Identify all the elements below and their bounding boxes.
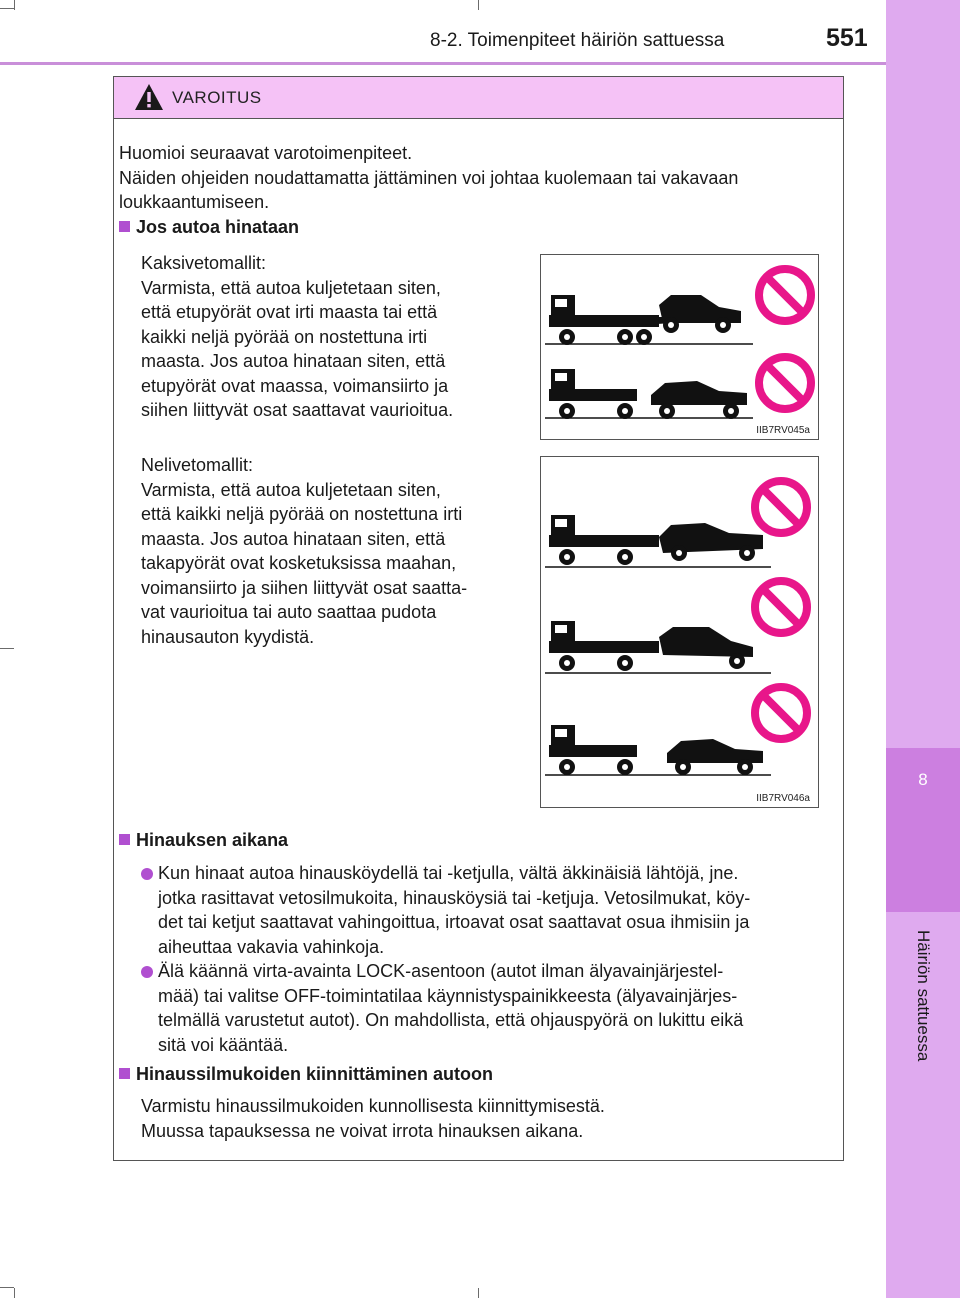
attaching-heading: Hinaussilmukoiden kiinnittäminen autoon <box>119 1062 493 1087</box>
tow-scene-front-lifted <box>545 295 753 345</box>
two-wheel-title: Kaksivetomallit: <box>141 253 267 273</box>
four-wheel-drive-text: Nelivetomallit: Varmista, että autoa kuljetetaan siten, että kaikki neljä pyörää on nostettuna irti maasta. Jos autoa hinataan siten, että takapyörät ovat kosketuksissa maahan, voimansiirto ja siihen liittyvät osat saatta- vat vaurioitua tai auto saattaa pudota hinausauton kyydistä. <box>141 453 516 649</box>
tow-scene-on-ground <box>545 725 771 775</box>
crop-mark <box>0 648 14 649</box>
prohibited-icon <box>755 581 807 633</box>
chapter-label <box>886 930 960 1080</box>
figure-code: IIB7RV045a <box>756 425 810 436</box>
during-towing-heading: Hinauksen aikana <box>119 828 288 853</box>
intro-line: loukkaantumiseen. <box>119 192 270 212</box>
bullet-sudden-starts: Kun hinaat autoa hinausköydellä tai -ketjulla, vältä äkkinäisiä lähtöjä, jne. jotka rasittavat vetosilmukoita, hinausköysiä tai -ketjuja. Vetosilmukat, köy- det tai ketjut saattavat vahingoittua, irtoavat osat saattavat osua ihmisiin ja aiheuttaa vakavia vahinkoja. <box>158 863 751 957</box>
crop-mark <box>14 1288 15 1298</box>
warning-triangle-icon <box>134 83 164 111</box>
towing-illustration <box>541 255 820 441</box>
crop-mark <box>14 0 15 10</box>
section-title: 8-2. Toimenpiteet häiriön sattuessa <box>430 30 725 51</box>
prohibited-icon <box>755 481 807 533</box>
page-number: 551 <box>826 24 868 52</box>
header-rule <box>0 62 886 65</box>
crop-mark <box>478 0 479 10</box>
intro-line: Näiden ohjeiden noudattamatta jättäminen voi johtaa kuolemaan tai vakavaan <box>119 167 739 188</box>
bullet-lock-position: Älä käännä virta-avainta LOCK-asentoon (autot ilman älyavainjärjestel- mää) tai valitse OFF-toimintatilaa käynnistyspainikkeesta (älyavainjärjes- telmällä varustetut autot). On mahdollista, että ohjauspyörä on lukittu eikä sitä voi kääntää. <box>158 961 744 1055</box>
figure-two-wheel-drive-towing <box>540 254 819 440</box>
tow-scene-front-on-ground <box>545 369 753 419</box>
figure-code: IIB7RV046a <box>756 793 810 804</box>
warning-title: VAROITUS <box>172 88 262 107</box>
towing-illustration <box>541 457 820 809</box>
round-bullet-icon <box>141 868 153 880</box>
square-bullet-icon <box>119 1068 130 1079</box>
round-bullet-icon <box>141 966 153 978</box>
crop-mark <box>478 1288 479 1298</box>
prohibited-icon <box>759 357 811 409</box>
chapter-title: Häiriön sattuessa <box>914 930 933 1062</box>
chapter-number: 8 <box>918 770 928 789</box>
attaching-text: Varmistu hinaussilmukoiden kunnollisesta kiinnittymisestä. Muussa tapauksessa ne voivat irrota hinauksen aikana. <box>141 1096 605 1141</box>
prohibited-icon <box>755 687 807 739</box>
warning-header <box>114 77 843 119</box>
crop-mark <box>0 1287 14 1288</box>
towing-heading: Jos autoa hinataan <box>119 215 299 240</box>
chapter-side-tab <box>886 0 960 1298</box>
square-bullet-icon <box>119 221 130 232</box>
tow-scene-front-lifted <box>545 621 771 673</box>
tow-scene-rear-lifted <box>545 515 771 567</box>
square-bullet-icon <box>119 834 130 845</box>
four-wheel-title: Nelivetomallit: <box>141 455 254 475</box>
two-wheel-drive-text: Kaksivetomallit: Varmista, että autoa kuljetetaan siten, että etupyörät ovat irti maasta tai että kaikki neljä pyörää on nostettuna irti maasta. Jos autoa hinataan siten, että etupyörät ovat maassa, voimansiirto ja siihen liittyvät osat saattavat vaurioitua. <box>141 251 516 423</box>
intro-line: Huomioi seuraavat varotoimenpiteet. <box>119 143 413 163</box>
warning-intro <box>119 141 839 215</box>
prohibited-icon <box>759 269 811 321</box>
crop-mark <box>0 8 14 9</box>
figure-four-wheel-drive-towing <box>540 456 819 808</box>
